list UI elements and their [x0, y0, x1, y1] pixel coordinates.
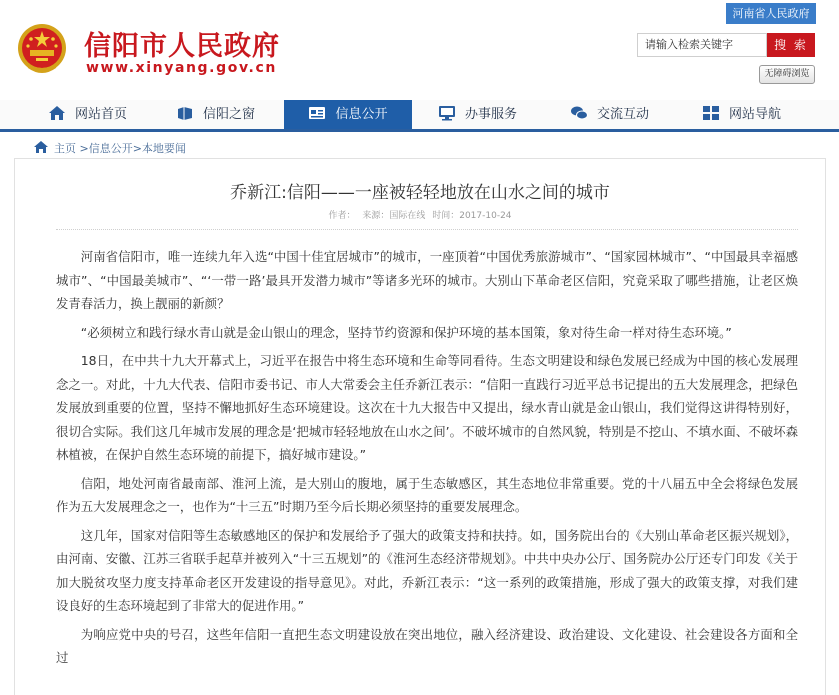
monitor-icon — [438, 105, 456, 121]
window-icon — [176, 105, 194, 121]
nav-item-label: 信阳之窗 — [203, 107, 256, 122]
nav-item-label: 信息公开 — [335, 107, 388, 122]
article-source: 来源：国际在线 — [362, 211, 426, 221]
nav-item-interaction[interactable] — [570, 100, 649, 129]
article-body — [56, 245, 798, 675]
site-title[interactable]: 信阳市人民政府 — [84, 31, 280, 62]
site-header — [0, 0, 839, 100]
nav-item-site-nav[interactable] — [702, 100, 781, 129]
title-divider — [56, 229, 798, 230]
article-paragraph: “必须树立和践行绿水青山就是金山银山的理念，坚持节约资源和保护环境的基本国策，象对待生命一样对待生态环境。” — [80, 324, 732, 340]
search-input[interactable]: 请输入检索关键字 — [637, 33, 767, 57]
main-nav — [0, 100, 839, 132]
accessible-browse-button[interactable]: 无障碍浏览 — [759, 65, 815, 84]
nav-item-label: 网站导航 — [729, 107, 782, 122]
info-open-icon — [308, 105, 326, 121]
province-government-link[interactable]: 河南省人民政府 — [726, 3, 816, 24]
article-paragraph: 为响应党中央的号召，这些年信阳一直把生态文明建设放在突出地位，融入经济建设、政治建设、文化建设、社会建设各方面和全过 — [56, 626, 798, 665]
article-time: 时间：2017-10-24 — [432, 211, 512, 221]
breadcrumb-info-open[interactable]: >信息公开 — [79, 142, 133, 155]
breadcrumb — [34, 140, 186, 156]
navigation-icon — [702, 105, 720, 121]
chat-icon — [570, 105, 588, 121]
article-author: 作者： — [328, 211, 356, 221]
article-paragraph: 这几年，国家对信阳等生态敏感地区的保护和发展给予了强大的政策支持和扶持。如，国务院出台的《大别山革命老区振兴规划》，由河南、安徽、江苏三省联手起草并被列入“十三五规划”的《淮河生态经济带规划》。中共中央办公厅、国务院办公厅还专门印发《关于加大脱贫攻坚力度支持革命老区开发建设的指导意见》。对此，乔新江表示：“这一系列的政策措施，形成了强大的政策支撑，对我们建设良好的生态环境起到了非常大的促进作用。” — [56, 527, 798, 613]
site-url: www.xinyang.gov.cn — [86, 60, 277, 76]
nav-item-info-open[interactable] — [284, 100, 412, 129]
article-meta — [14, 208, 826, 221]
breadcrumb-home[interactable]: 主页 — [54, 142, 76, 155]
article-paragraph: 信阳，地处河南省最南部、淮河上流，是大别山的腹地，属于生态敏感区，其生态地位非常重要。党的十八届五中全会将绿色发展作为五大发展理念之一，也作为“十三五”时期乃至今后长期必须坚持的重要发展理念。 — [56, 475, 798, 514]
nav-item-services[interactable] — [438, 100, 517, 129]
nav-item-label: 网站首页 — [75, 107, 128, 122]
nav-item-window[interactable] — [176, 100, 255, 129]
nav-item-home[interactable] — [48, 100, 127, 129]
home-icon — [48, 105, 66, 121]
breadcrumb-local-news[interactable]: >本地要闻 — [132, 142, 186, 155]
nav-item-label: 办事服务 — [465, 107, 518, 122]
home-icon — [34, 141, 48, 153]
article-paragraph: 18日，在中共十九大开幕式上，习近平在报告中将生态环境和生命等同看待。生态文明建设和绿色发展已经成为中国的核心发展理念之一。对此，十九大代表、信阳市委书记、市人大常委会主任乔新江表示：“信阳一直践行习近平总书记提出的五大发展理念，把绿色发展放到重要的位置，坚持不懈地抓好生态环境建设。这次在十九大报告中又提出，绿水青山就是金山银山，我们觉得这讲得特别好，很切合实际。我们这几年城市发展的理念是‘把城市轻轻地放在山水之间’。不破坏城市的自然风貌，特别是不挖山、不填水面、不破坏森林植被，在保护自然生态环境的前提下，搞好城市建设。” — [56, 353, 798, 462]
national-emblem-icon — [16, 22, 68, 78]
search-button[interactable]: 搜 索 — [767, 33, 815, 57]
article-paragraph: 河南省信阳市，唯一连续九年入选“中国十佳宜居城市”的城市，一座顶着“中国优秀旅游城市”、“国家园林城市”、“中国最具幸福感城市”、“中国最美城市”、“‘一带一路’最具开发潜力城市”等诸多光环的城市。大别山下革命老区信阳，究竟采取了哪些措施，让老区焕发青春活力，换上靓丽的新颜？ — [56, 249, 798, 311]
article-title: 乔新江:信阳——一座被轻轻地放在山水之间的城市 — [230, 183, 610, 203]
nav-item-label: 交流互动 — [597, 107, 650, 122]
